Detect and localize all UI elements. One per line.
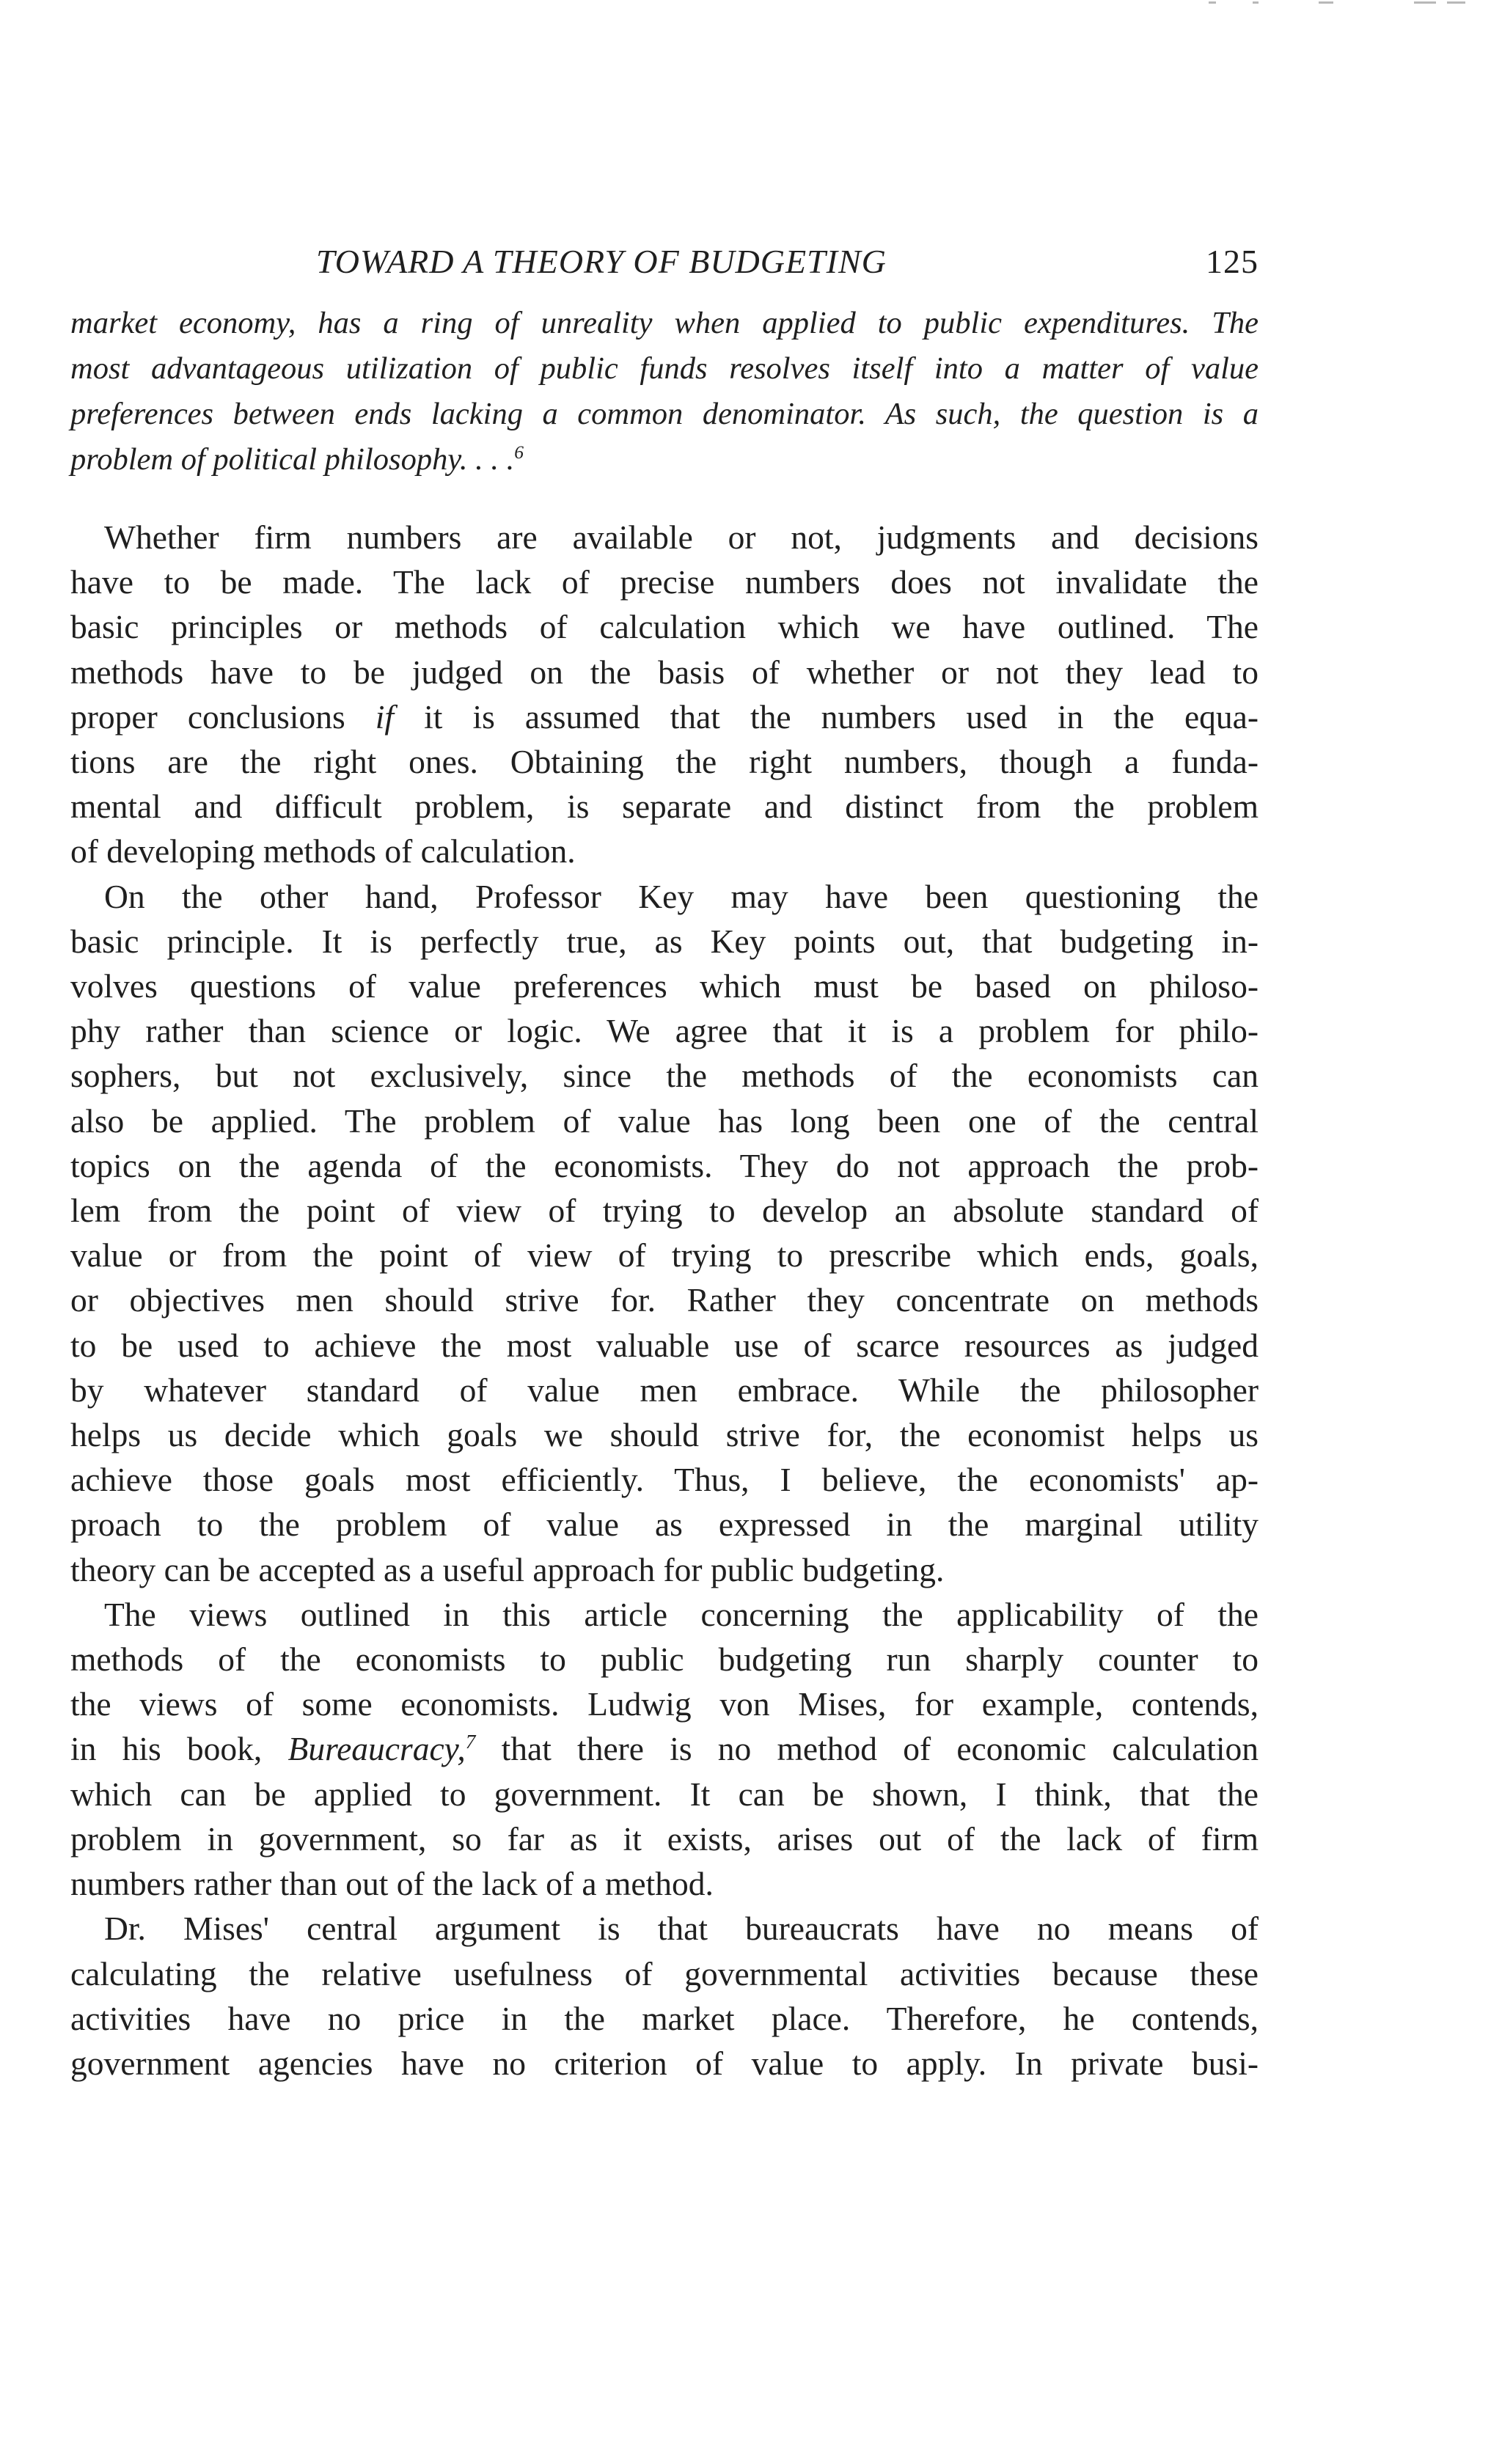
- text-line: tions are the right ones. Obtaining the right numbers, though a funda-: [70, 743, 1259, 781]
- text-line: also be applied. The problem of value has long been one of the central: [70, 1101, 1259, 1140]
- quote-line: preferences between ends lacking a common denominator. As such, the question is a: [70, 397, 1259, 431]
- text-segment: that there is no method of economic calculation: [501, 1730, 1259, 1768]
- text-line: On the other hand, Professor Key may have been questioning the: [104, 877, 1259, 915]
- text-line: methods of the economists to public budgeting run sharply counter to: [70, 1640, 1259, 1679]
- text-line: problem in government, so far as it exists, arises out of the lack of firm: [70, 1819, 1259, 1858]
- footnote-ref: 6: [514, 441, 524, 463]
- text-line: the views of some economists. Ludwig von Mises, for example, contends,: [70, 1685, 1259, 1723]
- block-quote: [70, 301, 1259, 483]
- text-line: theory can be accepted as a useful approach for public budgeting.: [70, 1550, 945, 1588]
- text-segment: proper conclusions: [70, 697, 345, 736]
- text-line: numbers rather than out of the lack of a method.: [70, 1865, 714, 1903]
- paragraph: [70, 1592, 1259, 1906]
- text-line: calculating the relative usefulness of governmental activities because these: [70, 1954, 1259, 1992]
- text-line: basic principle. It is perfectly true, as Key points out, that budgeting in-: [70, 922, 1259, 960]
- text-line: Whether firm numbers are available or not, judgments and decisions: [104, 518, 1259, 556]
- text-line: to be used to achieve the most valuable use of scarce resources as judged: [70, 1326, 1259, 1364]
- paragraph: [70, 1906, 1259, 2086]
- text-line: mental and difficult problem, is separate and distinct from the problem: [70, 788, 1259, 826]
- quote-line-last: [70, 437, 1259, 483]
- text-line: sophers, but not exclusively, since the methods of the economists can: [70, 1057, 1259, 1095]
- book-title: [288, 1730, 476, 1767]
- text-line: methods have to be judged on the basis of whether or not they lead to: [70, 653, 1259, 691]
- text-line: [70, 1726, 1259, 1771]
- scan-artifact-marks: [1209, 0, 1473, 6]
- text-line: have to be made. The lack of precise numbers does not invalidate the: [70, 563, 1259, 601]
- quote-line: market economy, has a ring of unreality when applied to public expenditures. The: [70, 306, 1259, 340]
- footnote-ref: 7: [465, 1731, 476, 1753]
- text-line: proach to the problem of value as expressed in the marginal utility: [70, 1506, 1259, 1544]
- text-line: of developing methods of calculation.: [70, 832, 576, 870]
- text-line: activities have no price in the market place. Therefore, he contends,: [70, 1999, 1259, 2037]
- text-line: value or from the point of view of trying to prescribe which ends, goals,: [70, 1236, 1259, 1275]
- text-line: which can be applied to government. It can be shown, I think, that the: [70, 1775, 1259, 1813]
- quote-line-text: problem of political philosophy. . . .: [70, 442, 515, 477]
- paragraph: [70, 515, 1259, 874]
- text-line: basic principles or methods of calculation which we have outlined. The: [70, 608, 1259, 646]
- text-line: achieve those goals most efficiently. Thus, I believe, the economists' ap-: [70, 1461, 1259, 1499]
- text-segment: in his book,: [70, 1730, 263, 1768]
- text-line: Dr. Mises' central argument is that bureaucrats have no means of: [104, 1910, 1259, 1948]
- text-line: lem from the point of view of trying to develop an absolute standard of: [70, 1192, 1259, 1230]
- text-line: The views outlined in this article concerning the applicability of the: [104, 1595, 1259, 1633]
- running-head: [70, 242, 1259, 301]
- body-text: [70, 515, 1259, 2086]
- text-line: by whatever standard of value men embrace. While the philosopher: [70, 1371, 1259, 1409]
- text-line: phy rather than science or logic. We agree that it is a problem for philo-: [70, 1012, 1259, 1050]
- quote-line: most advantageous utilization of public funds resolves itself into a matter of value: [70, 351, 1259, 386]
- text-segment: it is assumed that the numbers used in the equa-: [424, 697, 1259, 736]
- text-line: or objectives men should strive for. Rather they concentrate on methods: [70, 1281, 1259, 1319]
- book-page: [70, 242, 1259, 2086]
- text-line: government agencies have no criterion of value to apply. In private busi-: [70, 2044, 1259, 2082]
- text-line: topics on the agenda of the economists. They do not approach the prob-: [70, 1146, 1259, 1184]
- page-number: 125: [1206, 243, 1259, 280]
- text-line: helps us decide which goals we should strive for, the economist helps us: [70, 1416, 1259, 1454]
- emphasis: if: [375, 697, 395, 736]
- text-line: [70, 694, 1259, 739]
- paragraph: [70, 874, 1259, 1592]
- text-line: volves questions of value preferences which must be based on philoso-: [70, 967, 1259, 1005]
- running-title: TOWARD A THEORY OF BUDGETING: [316, 243, 887, 280]
- book-title-text: Bureaucracy,: [287, 1730, 466, 1768]
